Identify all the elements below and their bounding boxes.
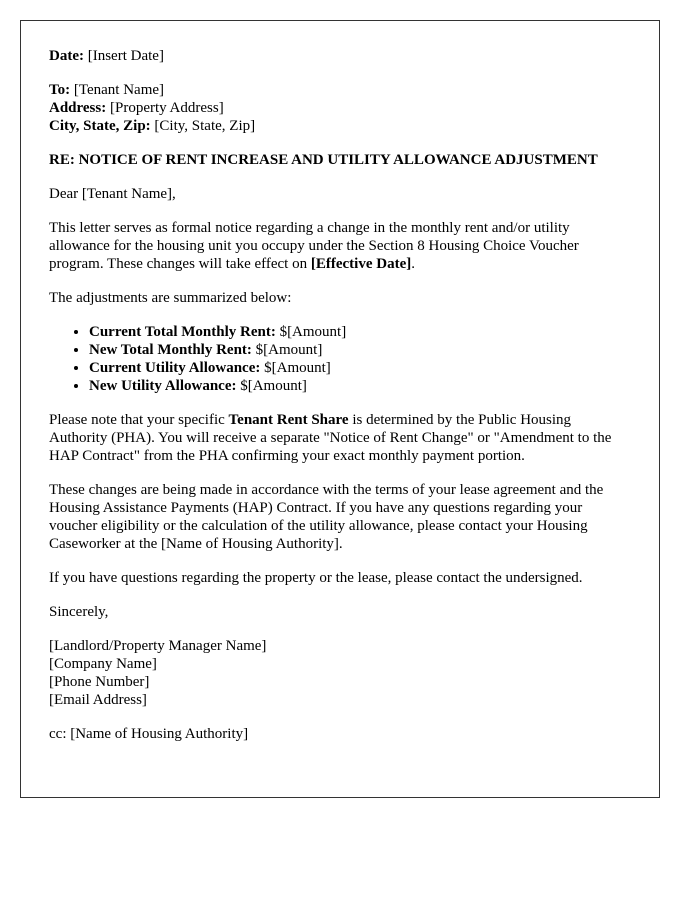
adjustment-value: $[Amount]	[260, 360, 331, 376]
to-label: To:	[49, 82, 71, 98]
city-label: City, State, Zip:	[49, 118, 151, 134]
adjustment-label: New Total Monthly Rent:	[89, 342, 252, 358]
signature-company: [Company Name]	[49, 656, 157, 672]
signature-block	[49, 637, 631, 709]
date-label: Date:	[49, 48, 84, 64]
adjustment-value: $[Amount]	[275, 324, 347, 340]
to-value: [Tenant Name]	[70, 82, 165, 98]
accordance-paragraph: These changes are being made in accordance with the terms of your lease agreement and the Housing Assistance Payments (HAP) Contract. If you have any questions regarding your voucher eligibility or the calculation of the utility allowance, please contact your Housing Caseworker at the [Name of Housing Authority].	[49, 482, 604, 552]
city-value: [City, State, Zip]	[150, 118, 256, 134]
tenant-rent-share: Tenant Rent Share	[228, 412, 349, 428]
closing: Sincerely,	[49, 604, 109, 620]
adjustments-list	[49, 323, 631, 395]
adjustment-value: $[Amount]	[236, 378, 307, 394]
address-label: Address:	[49, 100, 107, 116]
letter	[20, 20, 660, 798]
rent-share-after: is determined by the Public Housing Authority (PHA). You will receive a separate "Notice of Rent Change" or "Amendment to the HAP Contract" from the PHA confirming your exact monthly payment portion.	[49, 412, 612, 464]
recipient-block	[49, 81, 631, 135]
adjustment-label: Current Utility Allowance:	[89, 360, 261, 376]
adjustment-value: $[Amount]	[251, 342, 323, 358]
list-item	[89, 359, 631, 377]
address-line	[49, 99, 631, 117]
to-line	[49, 81, 631, 99]
list-item	[89, 377, 631, 395]
effective-date: [Effective Date]	[310, 256, 412, 272]
date-line	[49, 47, 631, 65]
signature-name: [Landlord/Property Manager Name]	[49, 638, 267, 654]
subject-line: RE: NOTICE OF RENT INCREASE AND UTILITY ALLOWANCE ADJUSTMENT	[49, 152, 598, 168]
salutation: Dear [Tenant Name],	[49, 186, 176, 202]
summary-intro: The adjustments are summarized below:	[49, 290, 292, 306]
rent-share-paragraph	[49, 411, 631, 465]
signature-phone: [Phone Number]	[49, 674, 150, 690]
cc-line: cc: [Name of Housing Authority]	[49, 726, 249, 742]
city-line	[49, 117, 631, 135]
rent-share-before: Please note that your specific	[49, 412, 229, 428]
signature-email: [Email Address]	[49, 692, 147, 708]
intro-text: This letter serves as formal notice regarding a change in the monthly rent and/or utility allowance for the housing unit you occupy under the Section 8 Housing Choice Voucher program. These changes will take effect on	[49, 220, 579, 272]
questions-paragraph: If you have questions regarding the property or the lease, please contact the undersigned.	[49, 570, 583, 586]
intro-end: .	[411, 256, 415, 272]
address-value: [Property Address]	[106, 100, 224, 116]
adjustment-label: Current Total Monthly Rent:	[89, 324, 276, 340]
date-value: [Insert Date]	[83, 48, 164, 64]
list-item	[89, 323, 631, 341]
list-item	[89, 341, 631, 359]
intro-paragraph	[49, 219, 631, 273]
adjustment-label: New Utility Allowance:	[89, 378, 237, 394]
